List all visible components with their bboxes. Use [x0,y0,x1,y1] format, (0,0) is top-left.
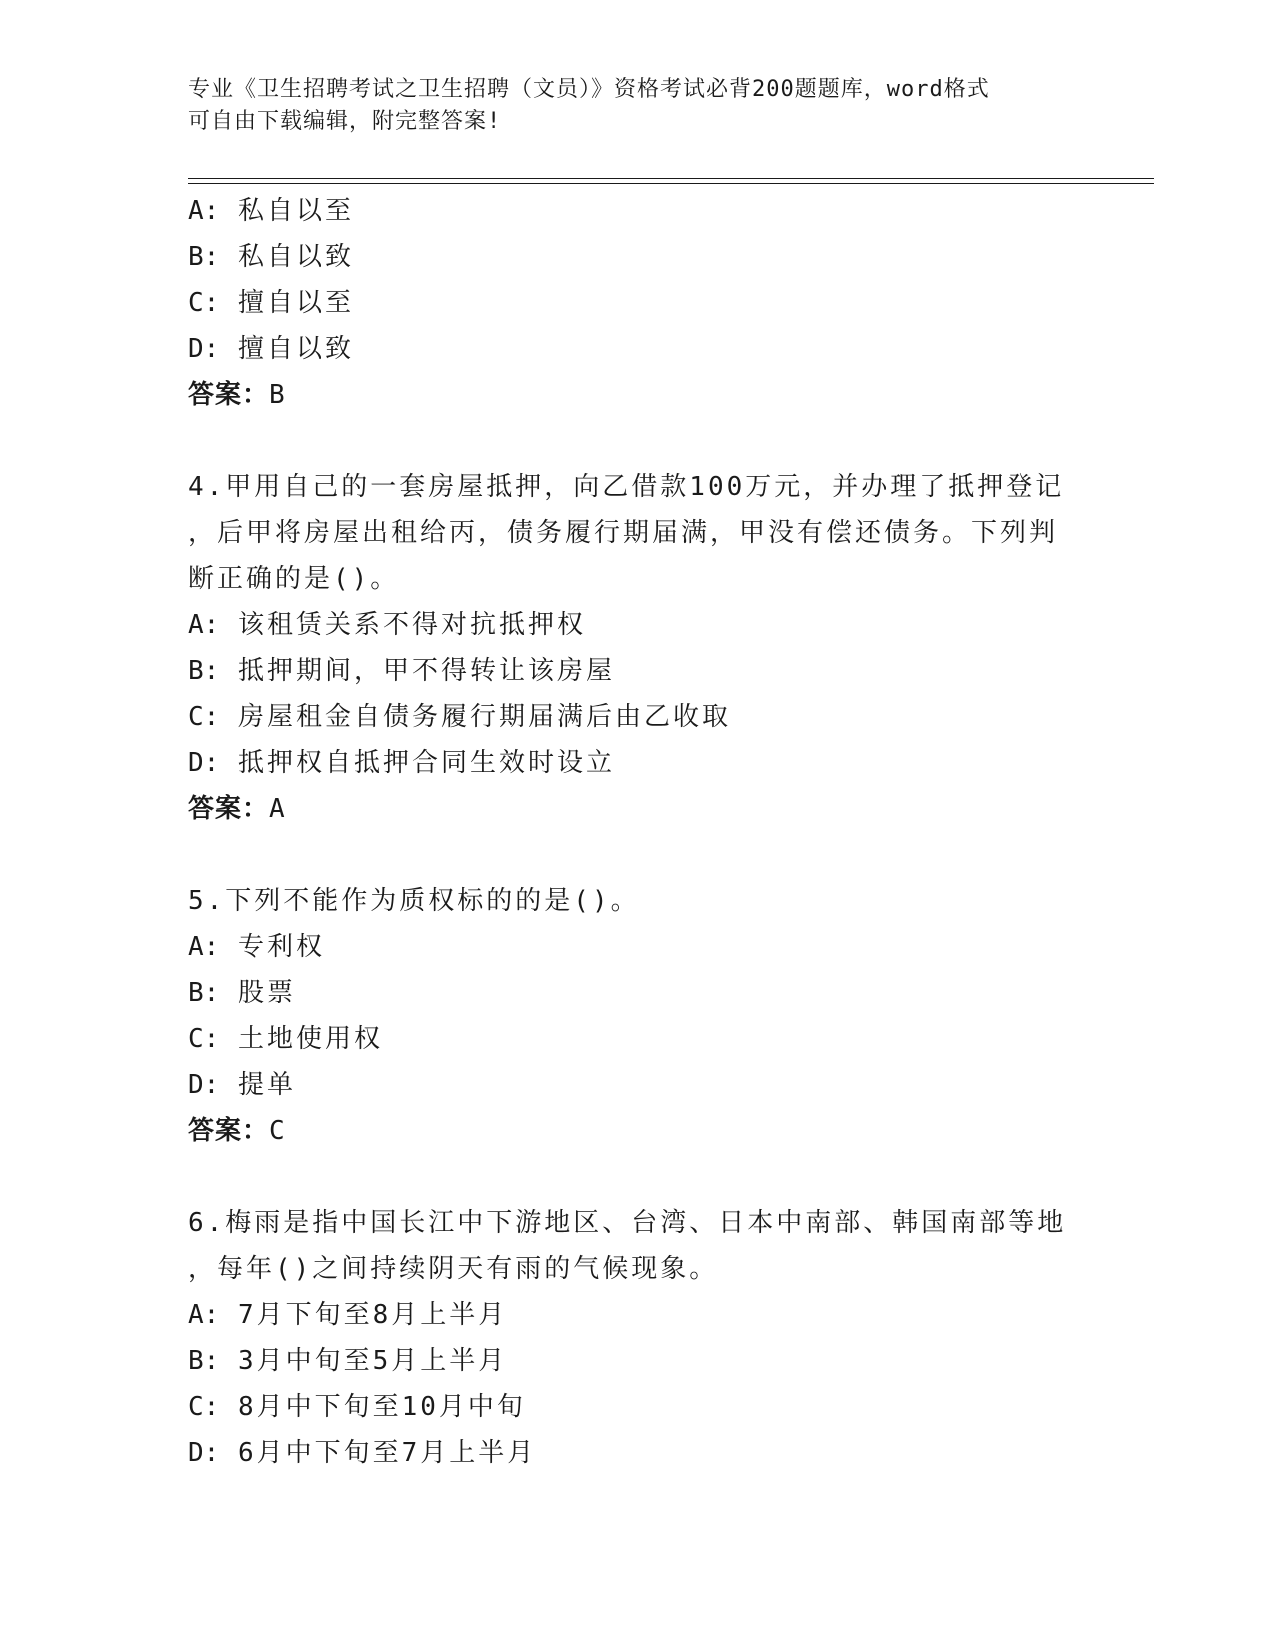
question-5 [188,878,1148,1154]
option-b: B: 股票 [188,978,296,1008]
option-d: D: 抵押权自抵押合同生效时设立 [188,748,615,778]
answer: 答案：C [188,1116,286,1146]
question-6 [188,1200,1148,1476]
answer-value: B [269,380,286,410]
document-header [188,74,1088,138]
question-text-line: ，每年()之间持续阴天有雨的气候现象。 [188,1254,719,1284]
header-title-line-1: 专业《卫生招聘考试之卫生招聘（文员）》资格考试必背200题题库，word格式 [188,77,990,102]
answer-value: A [269,794,286,824]
option-b: B: 3月中旬至5月上半月 [188,1346,508,1376]
option-a: A: 该租赁关系不得对抗抵押权 [188,610,586,640]
header-divider-bottom [188,183,1154,184]
option-b: B: 私自以致 [188,242,354,272]
question-text-line: ，后甲将房屋出租给丙，债务履行期届满，甲没有偿还债务。下列判 [188,518,1059,548]
option-c: C: 土地使用权 [188,1024,383,1054]
question-text-line: 5.下列不能作为质权标的的是()。 [188,886,640,916]
question-4 [188,464,1148,832]
option-c: C: 8月中下旬至10月中旬 [188,1392,526,1422]
header-divider-top [188,178,1154,179]
answer-value: C [269,1116,286,1146]
answer: 答案：A [188,794,286,824]
question-3 [188,188,1148,418]
option-c: C: 房屋租金自债务履行期届满后由乙收取 [188,702,731,732]
option-a: A: 私自以至 [188,196,354,226]
option-a: A: 7月下旬至8月上半月 [188,1300,508,1330]
question-text-line: 断正确的是()。 [188,564,400,594]
option-b: B: 抵押期间，甲不得转让该房屋 [188,656,615,686]
option-d: D: 6月中下旬至7月上半月 [188,1438,537,1468]
option-d: D: 擅自以致 [188,334,354,364]
option-a: A: 专利权 [188,932,325,962]
question-text-line: 4.甲用自己的一套房屋抵押，向乙借款100万元，并办理了抵押登记 [188,472,1065,502]
question-text-line: 6.梅雨是指中国长江中下游地区、台湾、日本中南部、韩国南部等地 [188,1208,1067,1238]
header-title-line-2: 可自由下载编辑，附完整答案! [188,109,502,134]
answer: 答案：B [188,380,286,410]
option-c: C: 擅自以至 [188,288,354,318]
question-list [188,188,1148,1476]
option-d: D: 提单 [188,1070,296,1100]
